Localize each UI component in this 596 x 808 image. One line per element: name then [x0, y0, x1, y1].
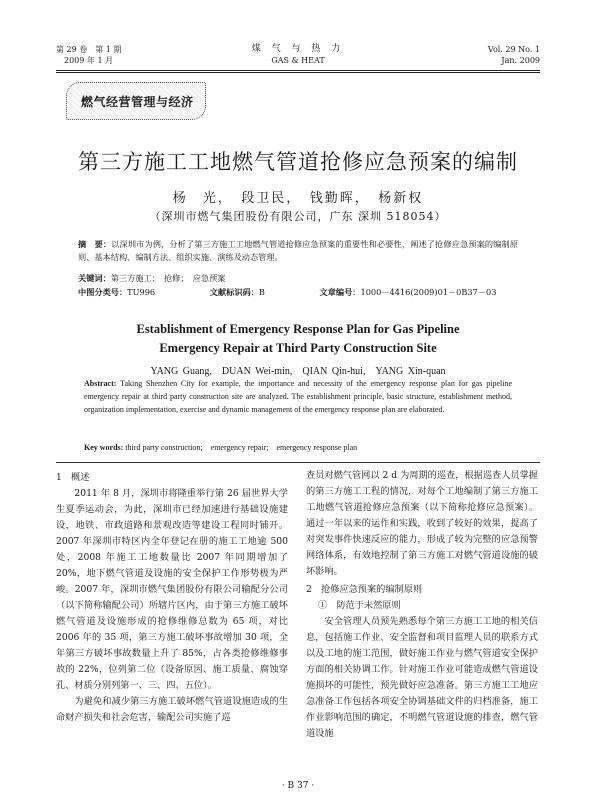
- abstract-cn-block: [78, 238, 518, 297]
- article-title-cn: 第三方施工工地燃气管道抢修应急预案的编制: [78, 150, 518, 174]
- journal-name-en: GAS & HEAT: [271, 56, 325, 65]
- article-title-en: [40, 320, 556, 358]
- header-rule: [56, 70, 540, 71]
- body-column-left: [56, 468, 288, 726]
- abstract-en-text: Taking Shenzhen City for example, the importance and necessity of the emergency response plan for gas pipeline emergency repair at third party construction site are analyzed. The establishment principle, basic structure, establishment method, organization implementation, exercise and dynamic management of the emergency response plan are elaborated.: [84, 379, 513, 414]
- abstract-cn-label: 摘 要：: [78, 239, 112, 249]
- keywords-cn-text: 第三方施工； 抢修； 应急预案: [110, 273, 226, 283]
- paragraph: 安全管理人员预先熟悉每个第三方施工工地的相关信息，包括施工作业、安全监督和项目监理人员的联系方式以及工地的施工范围，做好施工作业与燃气管道安全保护方面的相关协调工作。针对施工作业可能造成燃气管道设施损坏的可能性，预先做好应急准备。第三方施工工地应急准备工作包括各项安全协调基础文件的归档准备，施工作业影响范围的确定，不明燃气管道设施的排查，燃气管道设施: [306, 616, 538, 739]
- section-banner-label: 燃气经营管理与经济: [81, 95, 194, 109]
- abstract-en-label: Abstract:: [84, 379, 117, 388]
- authors-en: YANG Guang, DUAN Wei-min, QIAN Qin-hui, YANG Xin-quan: [150, 366, 446, 377]
- section-divider: [56, 462, 540, 463]
- keywords-cn: [78, 272, 225, 285]
- running-header: [56, 44, 540, 70]
- section-heading-1: 1 概述: [56, 472, 90, 483]
- volume-en: Vol. 29 No. 1: [487, 45, 540, 54]
- journal-name-cn: 煤 气 与 热 力: [251, 44, 345, 54]
- article-number: 文章编号：1000－4416(2009)01－0B37－03: [319, 287, 497, 297]
- paragraph: 为避免和减少第三方施工破坏燃气管道设施造成的生命财产损失和社会危害，输配公司实施了巡: [56, 696, 288, 723]
- title-en-line-1: Establishment of Emergency Response Plan for Gas Pipeline: [136, 322, 460, 336]
- keywords-en: [84, 442, 357, 453]
- paragraph: 2011 年 8 月，深圳市将隆重举行第 26 届世界大学生夏季运动会，为此，深圳市已经加速进行基础设施建设，地铁、市政道路和景观改造等建设工程同时铺开。2007 年深圳市特区内全年登记在册的施工工地逾 500 处，2008 年施工工地数量比 2007 年同期增加了 20%，地下燃气管道及设施的安全保护工作形势极为严峻。2007 年，深圳市燃气集团股份有限公司输配分公司（以下简称输配公司）所辖片区内，由于第三方施工破坏燃气管道及设施形成的抢修维修总数为 65 项，对比 2006 年的 35 项，第三方施工破坏事故增加 30 项，全年第三方破坏事故数量上升了 85%，占各类抢修维修事故的 22%，位列第二位（设备原因、施工质量、腐蚀穿孔、材质分别列第一、三、四、五位）。: [56, 488, 288, 691]
- date-cn: 2009 年 1 月: [64, 56, 114, 65]
- section-heading-2: 2 抢修应急预案的编制原则: [306, 584, 423, 595]
- abstract-en: [84, 377, 512, 416]
- volume-cn: 第 29 卷 第 1 期: [56, 45, 122, 54]
- abstract-cn: [78, 238, 518, 264]
- document-code: 文献标识码：B: [209, 287, 265, 297]
- date-en: Jan. 2009: [501, 56, 540, 65]
- page-number: · B 37 ·: [281, 781, 315, 791]
- keywords-cn-label: 关键词：: [78, 273, 111, 283]
- section-banner: [66, 82, 206, 120]
- subsection-heading: ① 防范于未然原则: [317, 600, 401, 611]
- paragraph: 查员对燃气管网以 2 d 为周期的巡查，根据巡查人员掌握的第三方施工工程的情况，对每个工地编制了第三方施工工地燃气管道抢修应急预案（以下简称抢修应急预案）。通过一年以来的运作和实践，收到了较好的效果，提高了对突发事件快速反应的能力，形成了较为完整的应急预警网络体系，有效地控制了第三方施工对燃气管道设施的破坏影响。: [306, 470, 538, 577]
- header-right: [488, 44, 540, 66]
- clc-number: 中图分类号：TU996: [78, 287, 156, 297]
- keywords-en-text: third party construction; emergency repair; emergency response plan: [125, 443, 358, 452]
- header-center: [56, 44, 540, 66]
- affiliation-cn: （深圳市燃气集团股份有限公司，广东 深圳 518054）: [149, 210, 447, 223]
- classification-line: [78, 286, 548, 299]
- header-rule-second: [56, 72, 540, 73]
- abstract-cn-text: 以深圳市为例，分析了第三方施工工地燃气管道抢修应急预案的重要性和必要性，阐述了抢修应急预案的编制原则、基本结构、编制方法、组织实施、演练及动态管理。: [78, 239, 518, 262]
- body-column-right: [306, 468, 538, 742]
- title-en-line-2: Emergency Repair at Third Party Construction Site: [159, 341, 437, 355]
- authors-cn: 杨 光， 段卫民， 钱勤晖， 杨新权: [172, 191, 424, 206]
- keywords-en-label: Key words:: [84, 443, 124, 452]
